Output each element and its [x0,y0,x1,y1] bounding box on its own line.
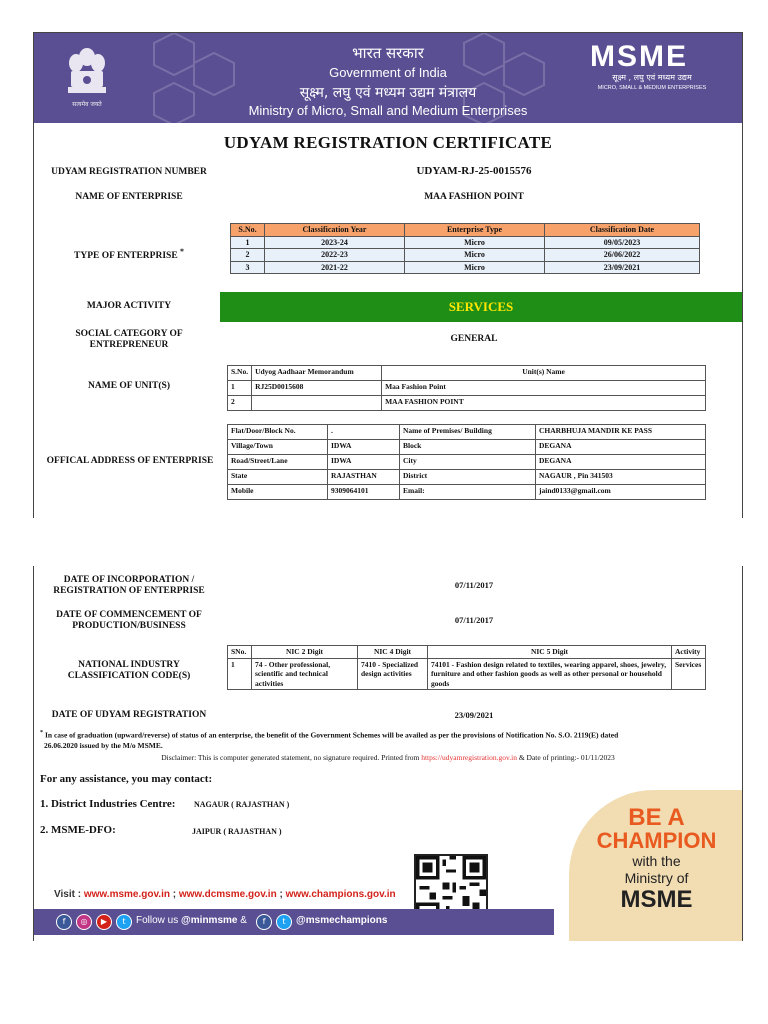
table-cell: 2 [231,249,265,262]
major-activity-label: MAJOR ACTIVITY [86,301,172,311]
table-cell: DEGANA [536,440,706,455]
table-cell: 2023-24 [265,236,405,249]
enterprise-name-value: MAA FASHION POINT [424,192,524,202]
column-header: Activity [672,646,706,659]
graduation-note: * In case of graduation (upward/reverse) of status of an enterprise, the benefit of the Government Schemes will be availed as per the provisions of Notification No. S.O. 2119(E) dated 26.06.2020 issued by the M/o MSME. [40,729,619,750]
certificate-title: UDYAM REGISTRATION CERTIFICATE [223,133,553,152]
table-cell: . [328,425,400,440]
champion-line-5: MSME [620,886,693,913]
emblem-caption: सत्यमेव जयते [72,101,102,108]
commencement-date-label: DATE OF COMMENCEMENT OF PRODUCTION/BUSINESS [56,610,202,631]
enterprise-name-label: NAME OF ENTERPRISE [75,192,183,202]
table-row [228,455,706,470]
table-row [228,366,706,381]
msme-site-link[interactable]: www.msme.gov.in [83,889,170,900]
follow-msmechampions: @msmechampions [296,915,388,926]
incorporation-date-label: DATE OF INCORPORATION / REGISTRATION OF ENTERPRISE [53,575,205,596]
msme-logo: MSME [590,40,688,73]
dic-value: NAGAUR ( RAJASTHAN ) [194,800,290,809]
social-category-label: SOCIAL CATEGORY OF ENTREPRENEUR [75,329,183,350]
table-row [228,470,706,485]
unit-names-label: NAME OF UNIT(S) [88,381,170,391]
facebook-icon[interactable]: f [256,914,272,930]
table-cell: 2022-23 [265,249,405,262]
table-row [228,658,706,690]
table-cell: RJ25D0015608 [252,381,382,396]
table-cell: Flat/Door/Block No. [228,425,328,440]
major-activity-value: SERVICES [220,292,742,322]
commencement-date-value: 07/11/2017 [454,615,494,625]
table-cell: 74 - Other professional, scientific and technical activities [252,658,358,690]
email-cell: jaind0133@gmail.com [536,485,706,500]
column-header: Classification Year [265,224,405,237]
table-row [231,236,700,249]
table-cell: Email: [400,485,536,500]
instagram-icon[interactable]: ◎ [76,914,92,930]
column-header: Enterprise Type [405,224,545,237]
msme-english-tagline: MICRO, SMALL & MEDIUM ENTERPRISES [597,85,707,91]
visit-links: Visit : www.msme.gov.in ; www.dcmsme.gov.in ; www.champions.gov.in [54,889,396,900]
table-cell: IDWA [328,440,400,455]
twitter-icon[interactable]: t [116,914,132,930]
table-cell: 26/06/2022 [545,249,700,262]
champion-line-4: Ministry of [624,870,689,886]
english-ministry-title: Ministry of Micro, Small and Medium Enterprises [248,103,528,118]
table-cell: 74101 - Fashion design related to textiles, wearing apparel, shoes, jewelry, furniture and other fashion goods as well as other personal or household goods [428,658,672,690]
table-cell: DEGANA [536,455,706,470]
table-cell: Micro [405,249,545,262]
table-cell: 1 [228,658,252,690]
social-category-value: GENERAL [450,334,498,344]
column-header: S.No. [231,224,265,237]
address-label: OFFICAL ADDRESS OF ENTERPRISE [46,456,214,466]
msme-hindi-tagline: सूक्ष्म , लघु एवं मध्यम उद्यम [612,73,692,82]
table-cell: 9309064101 [328,485,400,500]
table-row [228,425,706,440]
column-header: S.No. [228,366,252,381]
column-header: NIC 5 Digit [428,646,672,659]
udyam-date-label: DATE OF UDYAM REGISTRATION [51,710,207,720]
table-row [228,396,706,411]
facebook-icon[interactable]: f [56,914,72,930]
table-row [228,381,706,396]
table-cell: MAA FASHION POINT [382,396,706,411]
table-cell: 7410 - Specialized design activities [358,658,428,690]
table-row [228,646,706,659]
table-row [231,261,700,274]
table-cell: Maa Fashion Point [382,381,706,396]
classification-table [230,223,700,274]
nic-codes-table [227,645,706,690]
champion-line-3: with the [632,853,681,869]
column-header: Classification Date [545,224,700,237]
table-cell: CHARBHUJA MANDIR KE PASS [536,425,706,440]
table-cell: State [228,470,328,485]
champion-line-2: CHAMPION [596,828,717,853]
table-cell: 23/09/2021 [545,261,700,274]
column-header: NIC 4 Digit [358,646,428,659]
table-cell: District [400,470,536,485]
column-header: Unit(s) Name [382,366,706,381]
dfo-label: 2. MSME-DFO: [40,824,116,836]
table-cell: 2021-22 [265,261,405,274]
address-table [227,424,706,500]
table-row [228,485,706,500]
disclaimer: Disclaimer: This is computer generated statement, no signature required. Printed from https://udyamregistration.gov.in & Date of printing:- 01/11/2023 [161,753,615,762]
table-cell: 2 [228,396,252,411]
table-cell: 1 [231,236,265,249]
udyam-portal-link[interactable]: https://udyamregistration.gov.in [421,753,517,762]
table-cell: Micro [405,261,545,274]
table-cell: 1 [228,381,252,396]
table-cell: Village/Town [228,440,328,455]
table-cell: City [400,455,536,470]
assistance-heading: For any assistance, you may contact: [40,773,213,785]
table-cell: IDWA [328,455,400,470]
table-cell [252,396,382,411]
table-cell: 09/05/2023 [545,236,700,249]
dcmsme-site-link[interactable]: www.dcmsme.gov.in [178,889,277,900]
certificate-page-1 [33,32,743,518]
table-cell: Services [672,658,706,690]
header-banner [34,33,742,123]
certificate-page-2 [33,566,743,941]
champion-line-1: BE A [628,804,685,831]
reg-number-label: UDYAM REGISTRATION NUMBER [51,167,207,177]
table-cell: Name of Premises/ Building [400,425,536,440]
table-cell: RAJASTHAN [328,470,400,485]
table-row [231,249,700,262]
champions-site-link[interactable]: www.champions.gov.in [285,889,396,900]
champion-banner [569,790,743,941]
table-cell: NAGAUR , Pin 341503 [536,470,706,485]
table-cell: Micro [405,236,545,249]
english-government-title: Government of India [329,65,447,80]
hindi-government-title: भारत सरकार [352,44,424,62]
table-cell: Block [400,440,536,455]
reg-number-value: UDYAM-RJ-25-0015576 [416,165,532,177]
table-cell: Road/Street/Lane [228,455,328,470]
udyam-date-value: 23/09/2021 [454,710,494,720]
youtube-icon[interactable]: ▶ [96,914,112,930]
incorporation-date-value: 07/11/2017 [454,580,494,590]
table-row [228,440,706,455]
dic-label: 1. District Industries Centre: [40,798,176,810]
units-table [227,365,706,411]
column-header: Udyog Aadhaar Memorandum [252,366,382,381]
dfo-value: JAIPUR ( RAJASTHAN ) [192,827,282,836]
enterprise-type-label: TYPE OF ENTERPRISE * [74,247,184,262]
hindi-ministry-title: सूक्ष्म, लघु एवं मध्यम उद्यम मंत्रालय [299,85,477,101]
table-cell: 3 [231,261,265,274]
follow-minmsme: Follow us @minmsme & [136,915,247,926]
nic-codes-label: NATIONAL INDUSTRY CLASSIFICATION CODE(S) [67,660,191,681]
column-header: SNo. [228,646,252,659]
table-cell: Mobile [228,485,328,500]
social-footer-bar [34,909,554,935]
twitter-icon[interactable]: t [276,914,292,930]
column-header: NIC 2 Digit [252,646,358,659]
